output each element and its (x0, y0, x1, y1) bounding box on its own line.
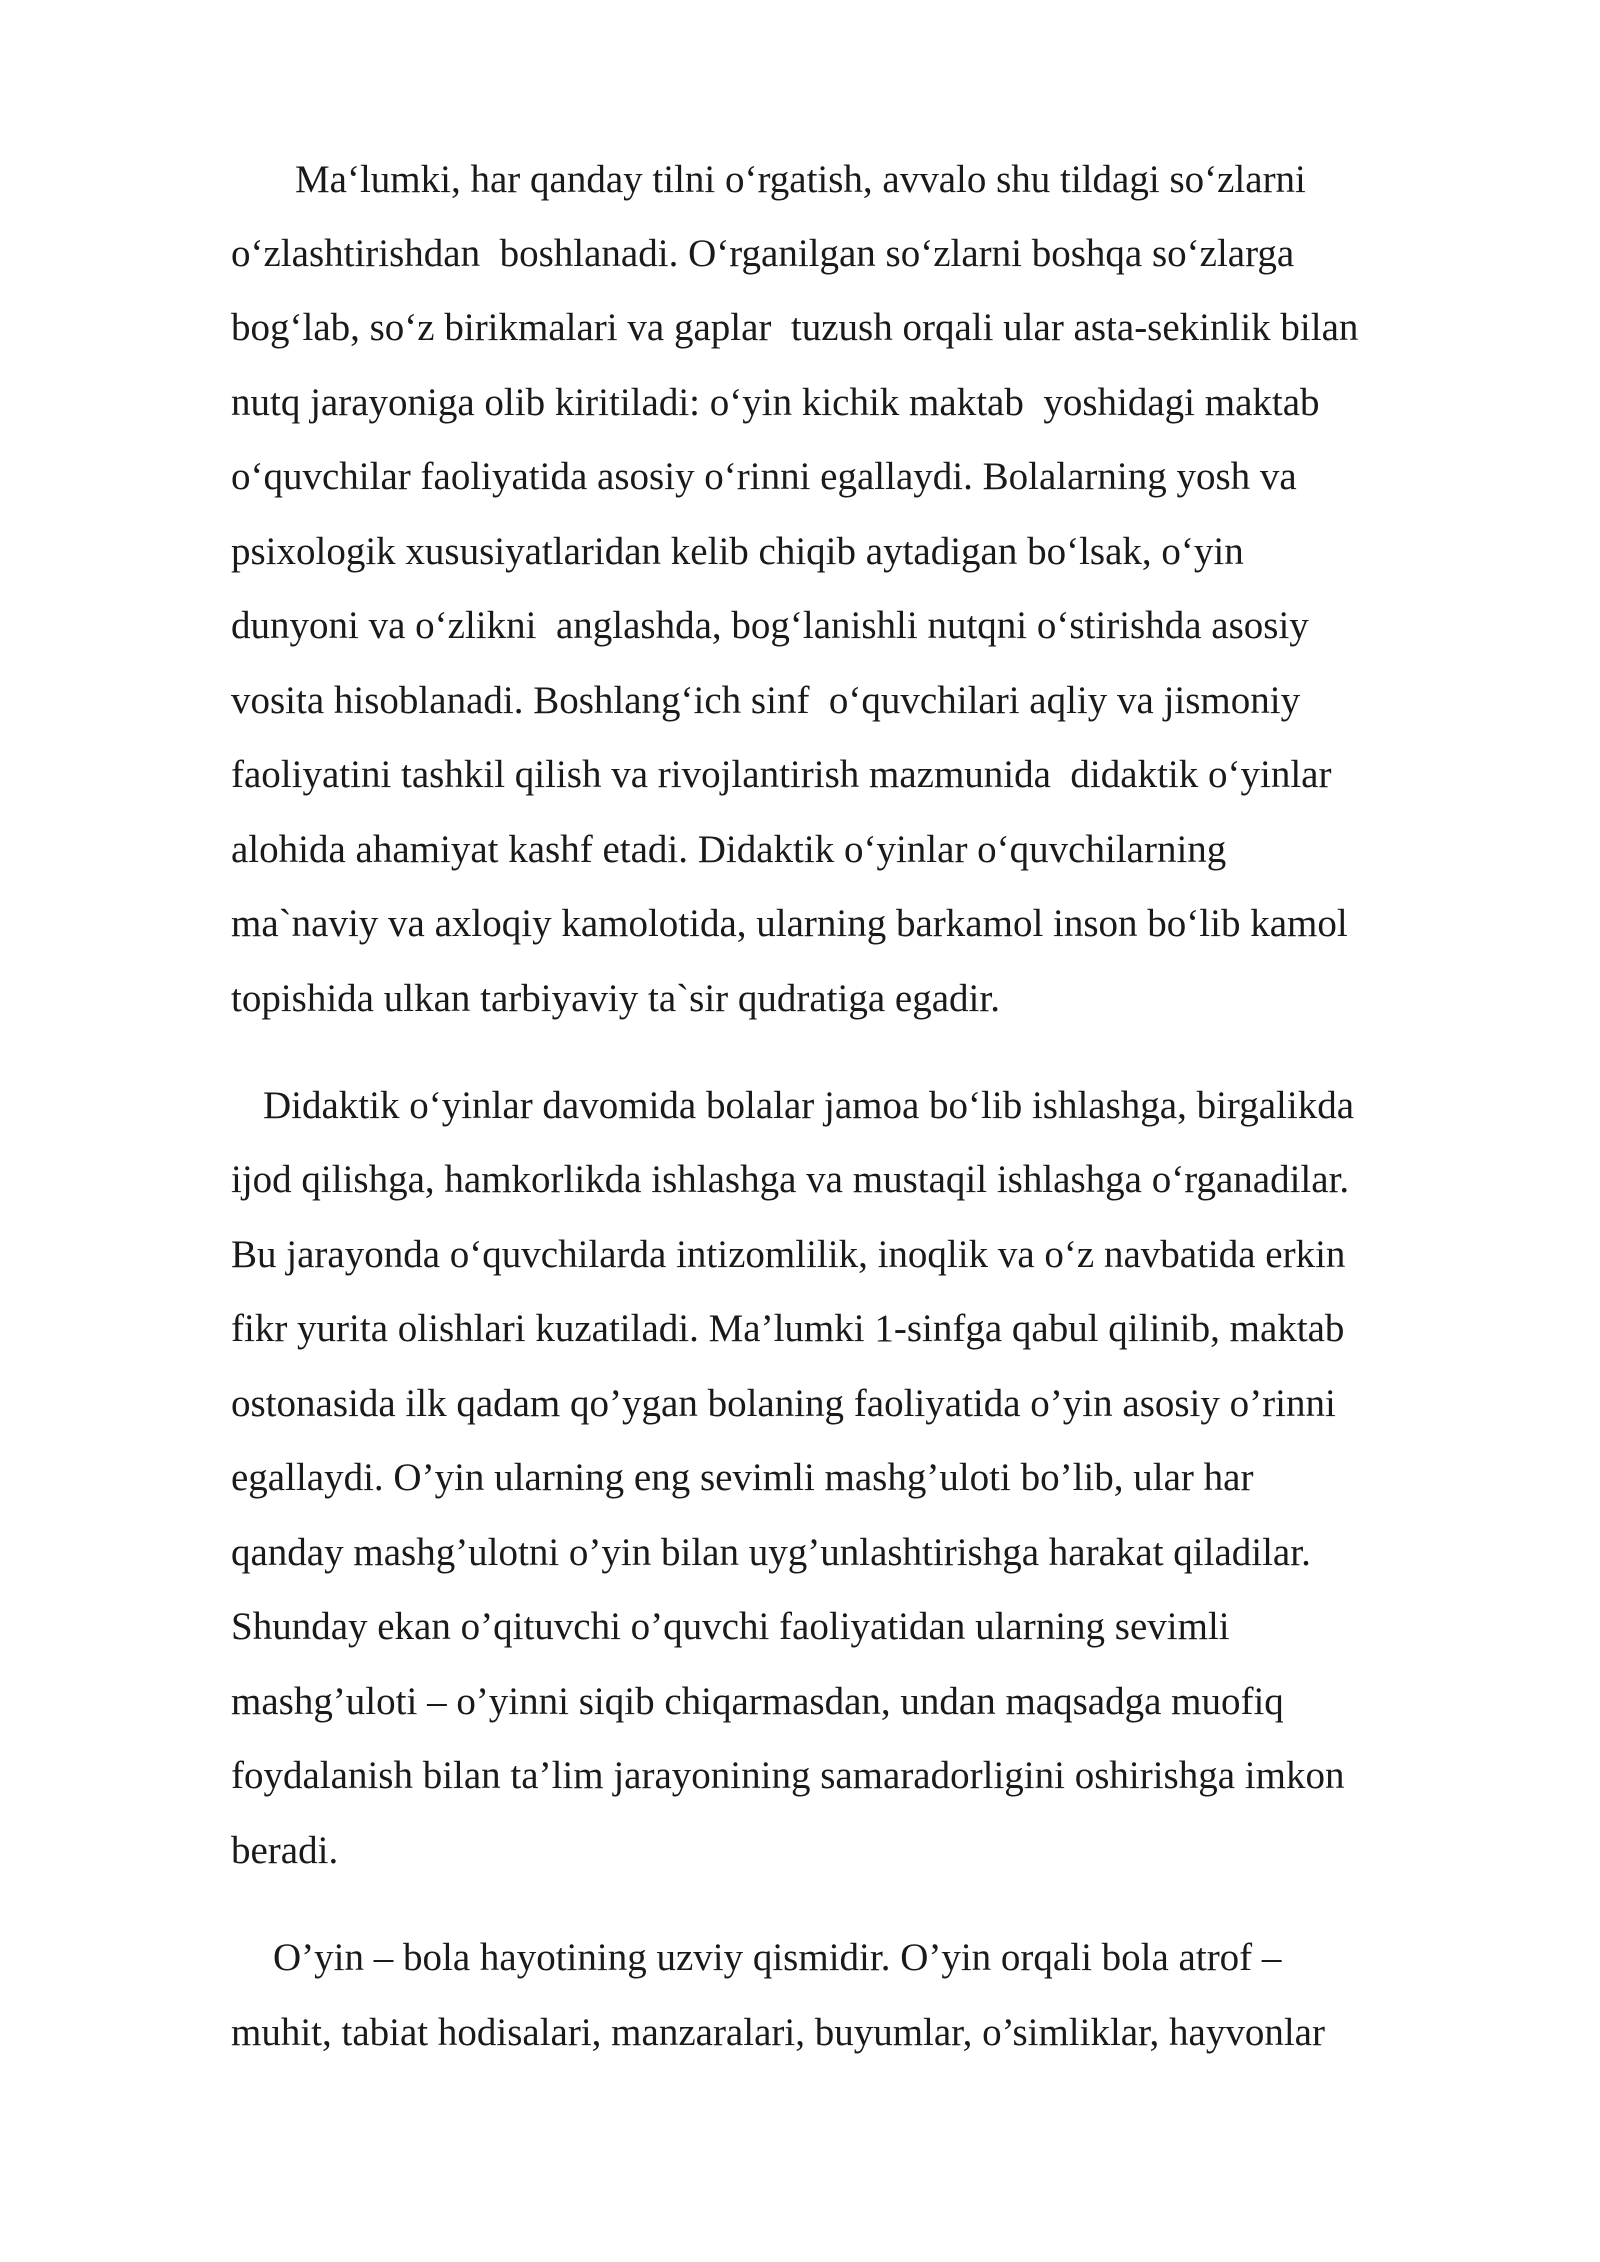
paragraph-line: ostonasida ilk qadam qo’ygan bolaning faoliyatida o’yin asosiy o’rinni (231, 1382, 1336, 1425)
paragraph-line: fikr yurita olishlari kuzatiladi. Ma’lumki 1-sinfga qabul qilinib, maktab (231, 1307, 1345, 1350)
paragraph-line: Ma‘lumki, har qanday tilni o‘rgatish, avvalo shu tildagi so‘zlarni (295, 158, 1306, 201)
paragraph-line: o‘zlashtirishdan boshlanadi. O‘rganilgan so‘zlarni boshqa so‘zlarga (231, 232, 1295, 275)
paragraph-line: topishida ulkan tarbiyaviy ta`sir qudratiga egadir. (231, 977, 1000, 1020)
paragraph-line: o‘quvchilar faoliyatida asosiy o‘rinni egallaydi. Bolalarning yosh va (231, 455, 1297, 498)
paragraph-line: vosita hisoblanadi. Boshlang‘ich sinf o‘quvchilari aqliy va jismoniy (231, 679, 1301, 722)
paragraph-line: foydalanish bilan ta’lim jarayonining samaradorligini oshirishga imkon (231, 1754, 1345, 1797)
paragraph-line: alohida ahamiyat kashf etadi. Didaktik o‘yinlar o‘quvchilarning (231, 828, 1227, 871)
paragraph-line: Didaktik o‘yinlar davomida bolalar jamoa bo‘lib ishlashga, birgalikda (263, 1084, 1355, 1127)
paragraph-line: beradi. (231, 1829, 339, 1872)
paragraph-line: faoliyatini tashkil qilish va rivojlantirish mazmunida didaktik o‘yinlar (231, 753, 1332, 796)
paragraph-line: ma`naviy va axloqiy kamolotida, ularning barkamol inson bo‘lib kamol (231, 902, 1348, 945)
paragraph-line: mashg’uloti – o’yinni siqib chiqarmasdan, undan maqsadga muofiq (231, 1680, 1284, 1723)
paragraph-line: O’yin – bola hayotining uzviy qismidir. O’yin orqali bola atrof – (273, 1936, 1282, 1979)
paragraph-line: Shunday ekan o’qituvchi o’quvchi faoliyatidan ularning sevimli (231, 1605, 1230, 1648)
paragraph-line: qanday mashg’ulotni o’yin bilan uyg’unlashtirishga harakat qiladilar. (231, 1531, 1311, 1574)
paragraph-line: muhit, tabiat hodisalari, manzaralari, buyumlar, o’simliklar, hayvonlar (231, 2011, 1325, 2054)
paragraph-line: nutq jarayoniga olib kiritiladi: o‘yin kichik maktab yoshidagi maktab (231, 381, 1320, 424)
paragraph-line: psixologik xususiyatlaridan kelib chiqib aytadigan bo‘lsak, o‘yin (231, 530, 1244, 573)
paragraph-line: Bu jarayonda o‘quvchilarda intizomlilik, inoqlik va o‘z navbatida erkin (231, 1233, 1346, 1276)
paragraph-line: egallaydi. O’yin ularning eng sevimli mashg’uloti bo’lib, ular har (231, 1456, 1254, 1499)
paragraph-line: dunyoni va o‘zlikni anglashda, bog‘lanishli nutqni o‘stirishda asosiy (231, 604, 1309, 647)
paragraph-line: ijod qilishga, hamkorlikda ishlashga va mustaqil ishlashga o‘rganadilar. (231, 1158, 1350, 1201)
paragraph-line: bog‘lab, so‘z birikmalari va gaplar tuzush orqali ular asta-sekinlik bilan (231, 306, 1359, 349)
